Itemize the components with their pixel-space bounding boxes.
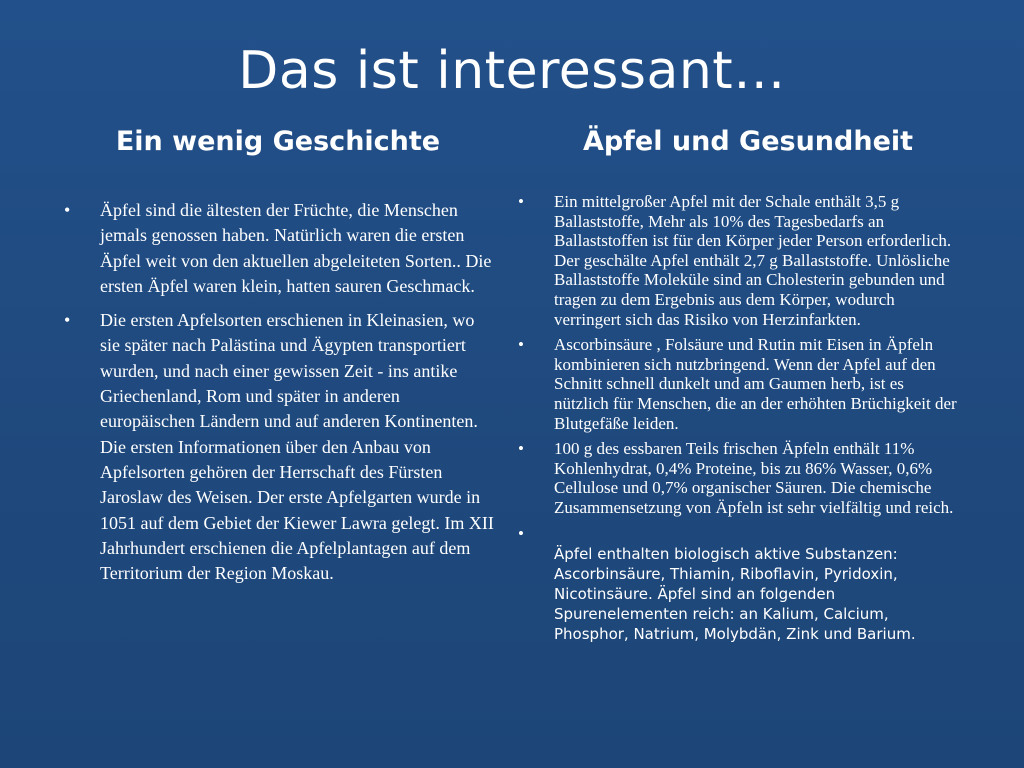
left-bullet-list — [58, 198, 498, 595]
left-column-heading: Ein wenig Geschichte — [115, 126, 441, 157]
right-bullet-list — [512, 192, 962, 650]
bullet-icon: • — [64, 200, 71, 220]
list-item-text: Die ersten Apfelsorten erschienen in Kleinasien, wo sie später nach Palästina und Ägypten transportiert wurden, und nach einer gewissen Zeit - ins antike Griechenland, Rom und später in anderen europäischen Ländern und auf anderen Kontinenten. Die ersten Informationen über den Anbau von Apfelsorten gehören der Herrschaft des Fürsten Jaroslaw des Weisen. Der erste Apfelgarten wurde in 1051 auf dem Gebiet der Kiewer Lawra gelegt. Im XII Jahrhundert erschienen die Apfelplantagen auf dem Territorium der Region Moskau. — [100, 310, 494, 584]
list-item — [512, 439, 962, 517]
right-column-heading: Äpfel und Gesundheit — [582, 126, 914, 157]
bullet-icon: • — [518, 439, 524, 459]
list-item — [58, 198, 498, 299]
bullet-icon: • — [518, 192, 524, 211]
bullet-icon: • — [64, 310, 71, 331]
list-item — [512, 335, 962, 433]
list-item — [58, 308, 498, 586]
list-item — [512, 192, 962, 329]
slide-title: Das ist interessant… — [238, 41, 786, 101]
list-item-text: Äpfel sind die ältesten der Früchte, die Menschen jemals genossen haben. Natürlich waren die ersten Äpfel weit von den aktuellen abgeleiteten Sorten.. Die ersten Äpfel waren klein, hatten sauren Geschmack. — [100, 200, 492, 296]
list-item-text: Äpfel enthalten biologisch aktive Substanzen: Ascorbinsäure, Thiamin, Riboflavin, Pyridoxin, Nicotinsäure. Äpfel sind an folgenden Spurenelementen reich: an Kalium, Calcium, Phosphor, Natrium, Molybdän, Zink und Barium. — [554, 544, 916, 643]
list-item-text: Ein mittelgroßer Apfel mit der Schale enthält 3,5 g Ballaststoffe, Mehr als 10% des Tagesbedarfs an Ballaststoffen ist für den Körper jeder Person erforderlich. Der geschälte Apfel enthält 2,7 g Ballaststoffe. Unlösliche Ballaststoffe Moleküle sind an Cholesterin gebunden und tragen zu dem Ergebnis aus dem Körper, wodurch verringert sich das Risiko von Herzinfarkten. — [554, 192, 952, 329]
bullet-icon: • — [518, 335, 524, 355]
list-item-text: 100 g des essbaren Teils frischen Äpfeln enthält 11% Kohlenhydrat, 0,4% Proteine, bis zu 86% Wasser, 0,6% Cellulose und 0,7% organischer Säuren. Die chemische Zusammensetzung von Äpfeln ist sehr vielfältig und reich. — [554, 439, 954, 517]
bullet-icon: • — [518, 523, 524, 543]
list-item-text: Ascorbinsäure , Folsäure und Rutin mit Eisen in Äpfeln kombinieren sich nutzbringend. Wenn der Apfel auf den Schnitt schnell dunkelt und am Gaumen herb, ist es nützlich für Menschen, die an der erhöhten Brüchigkeit der Blutgefäße leiden. — [554, 335, 957, 433]
list-item — [512, 524, 962, 644]
